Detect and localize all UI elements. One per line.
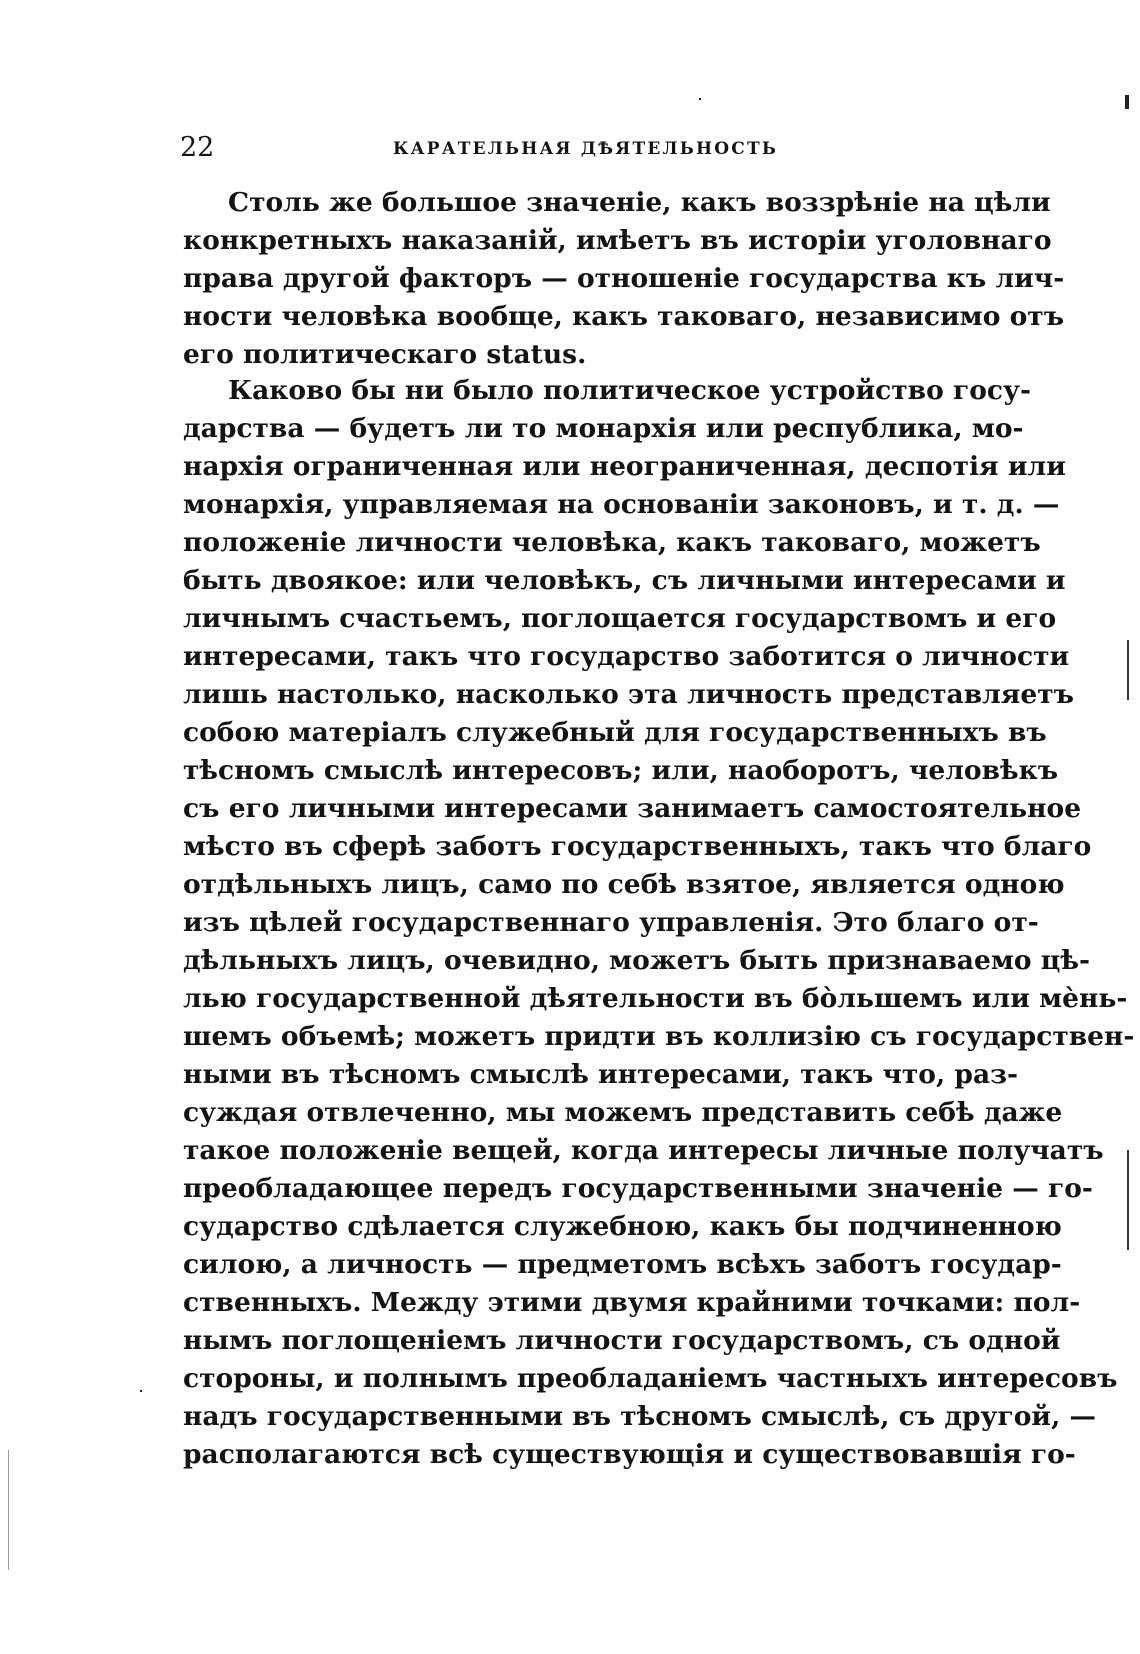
text-line: лишь настолько, насколько эта личность представляетъ (183, 679, 1074, 710)
scan-edge-line (1127, 1150, 1129, 1250)
text-line: шемъ объемѣ; можетъ придти въ коллизію съ государствен- (183, 1021, 1135, 1052)
scan-speck (8, 1450, 9, 1570)
text-line: изъ цѣлей государственнаго управленія. Это благо от- (183, 907, 1039, 938)
text-line: лью государственной дѣятельности въ бо̀льшемъ или мѐнь- (183, 983, 1128, 1014)
scan-speck (1125, 95, 1129, 109)
text-line: нымъ поглощеніемъ личности государствомъ, съ одной (183, 1325, 1061, 1356)
text-line: собою матеріалъ служебный для государственныхъ въ (183, 717, 1047, 748)
text-line: конкретныхъ наказаній, имѣетъ въ исторіи уголовнаго (183, 225, 1052, 256)
text-line: тѣсномъ смыслѣ интересовъ; или, наоборотъ, человѣкъ (183, 755, 1059, 786)
text-line: положеніе личности человѣка, какъ таковаго, можетъ (183, 527, 1041, 558)
text-line: такое положеніе вещей, когда интересы личные получатъ (183, 1135, 1104, 1166)
text-line: надъ государственными въ тѣсномъ смыслѣ, съ другой, — (183, 1401, 1097, 1432)
text-line: ными въ тѣсномъ смыслѣ интересами, такъ что, раз- (183, 1059, 1019, 1090)
text-line: монархія, управляемая на основаніи законовъ, и т. д. — (183, 489, 1060, 520)
scan-edge-line (1127, 640, 1129, 700)
text-line: съ его личными интересами занимаетъ самостоятельное (183, 793, 1082, 824)
page-number: 22 (180, 132, 215, 163)
text-line: сударство сдѣлается служебною, какъ бы подчиненною (183, 1211, 1062, 1242)
text-line: интересами, такъ что государство заботится о личности (183, 641, 1070, 672)
text-line: отдѣльныхъ лицъ, само по себѣ взятое, является одною (183, 869, 1065, 900)
text-line: мѣсто въ сферѣ заботъ государственныхъ, такъ что благо (183, 831, 1092, 862)
text-line: ственныхъ. Между этими двумя крайними точками: пол- (183, 1287, 1081, 1318)
paragraph-1 (183, 184, 1065, 374)
text-line: дарства — будетъ ли то монархія или республика, мо- (183, 413, 1024, 444)
text-line: располагаются всѣ существующія и существовавшія го- (183, 1439, 1076, 1470)
text-line: нархія ограниченная или неограниченная, деспотія или (183, 451, 1066, 482)
text-line: силою, а личность — предметомъ всѣхъ заботъ государ- (183, 1249, 1062, 1280)
text-line: Столь же большое значеніе, какъ воззрѣніе на цѣли (228, 187, 1051, 218)
text-line: ности человѣка вообще, какъ таковаго, независимо отъ (183, 301, 1065, 332)
text-line: дѣльныхъ лицъ, очевидно, можетъ быть признаваемо цѣ- (183, 945, 1090, 976)
text-line: личнымъ счастьемъ, поглощается государствомъ и его (183, 603, 1057, 634)
text-line: Каково бы ни было политическое устройство госу- (228, 375, 1032, 406)
text-line: стороны, и полнымъ преобладаніемъ частныхъ интересовъ (183, 1363, 1118, 1394)
paragraph-2 (183, 372, 1135, 1474)
text-line: его политическаго status. (183, 339, 587, 370)
scan-speck (140, 1390, 142, 1392)
text-line: суждая отвлеченно, мы можемъ представить себѣ даже (183, 1097, 1063, 1128)
running-title: КАРАТЕЛЬНАЯ ДѢЯТЕЛЬНОСТЬ (393, 139, 779, 159)
text-line: права другой факторъ — отношеніе государства къ лич- (183, 263, 1065, 294)
text-line: преобладающее передъ государственными значеніе — го- (183, 1173, 1093, 1204)
scan-speck (699, 98, 701, 100)
text-line: быть двоякое: или человѣкъ, съ личными интересами и (183, 565, 1066, 596)
